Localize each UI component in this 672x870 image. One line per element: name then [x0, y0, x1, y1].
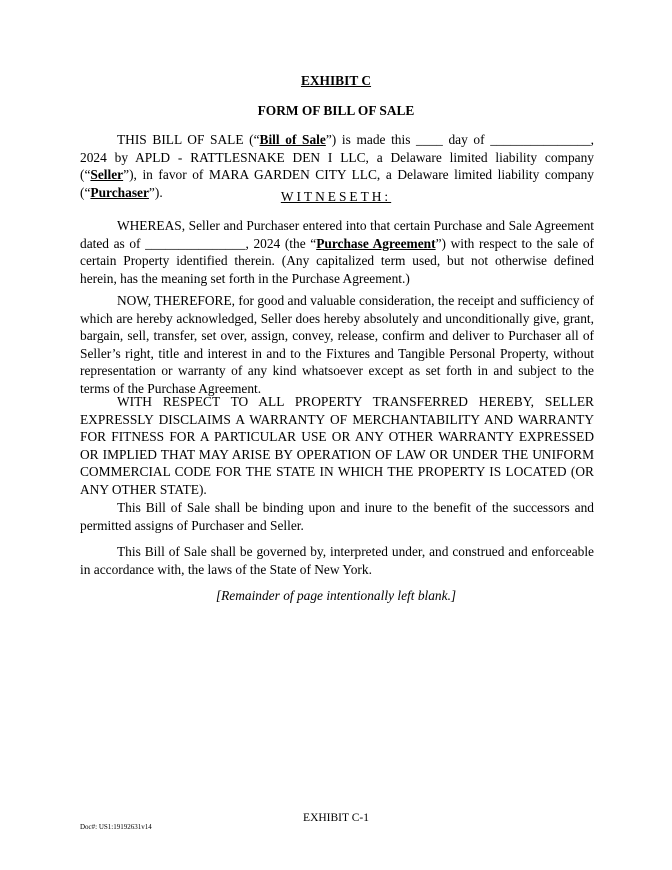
- whereas-paragraph: [80, 217, 594, 287]
- intro-text-2: ”) is made this ____ day of _______________, 2024 by APLD - RATTLESNAKE DEN I LLC, a Delaware limited liability company (“: [80, 132, 594, 183]
- disclaimer-paragraph: WITH RESPECT TO ALL PROPERTY TRANSFERRED HEREBY, SELLER EXPRESSLY DISCLAIMS A WARRANTY OF MERCHANTABILITY AND WARRANTY FOR FITNESS FOR A PARTICULAR USE OR ANY OTHER WARRANTY EXPRESSED OR IMPLIED THAT MAY ARISE BY OPERATION OF LAW OR UNDER THE UNIFORM COMMERCIAL CODE FOR THE STATE IN WHICH THE PROPERTY IS LOCATED (OR ANY OTHER STATE).: [80, 394, 594, 497]
- term-purchase-agreement: Purchase Agreement: [316, 235, 436, 251]
- exhibit-title: EXHIBIT C: [300, 73, 372, 88]
- binding-paragraph: This Bill of Sale shall be binding upon and inure to the benefit of the successors and permitted assigns of Purchaser and Seller.: [80, 500, 594, 533]
- witnesseth-heading: WITNESETH:: [280, 189, 392, 204]
- intro-text-4: ”).: [148, 184, 163, 200]
- document-number: Doc#: US1:19192631v14: [80, 823, 152, 831]
- page-footer: EXHIBIT C-1: [303, 812, 369, 824]
- whereas-text-2: ”) with respect to the sale of certain Property identified therein. (Any capitalized term used, but not otherwise defined herein, has the meaning set forth in the Purchase Agreement.): [80, 235, 595, 286]
- whereas-text-1: WHEREAS, Seller and Purchaser entered into that certain Purchase and Sale Agreement dated as of _______________, 2024 (the “: [80, 218, 594, 251]
- term-bill-of-sale: Bill of Sale: [259, 132, 326, 147]
- intro-text-1: THIS BILL OF SALE (“: [117, 132, 260, 147]
- governing-law-paragraph: This Bill of Sale shall be governed by, interpreted under, and construed and enforceable in accordance with, the laws of the State of New York.: [80, 544, 594, 577]
- remainder-note: [Remainder of page intentionally left blank.]: [215, 588, 457, 603]
- form-title: FORM OF BILL OF SALE: [257, 103, 415, 118]
- intro-text-3: ”), in favor of MARA GARDEN CITY LLC, a Delaware limited liability company (“: [80, 167, 594, 200]
- term-purchaser: Purchaser: [90, 184, 149, 200]
- term-seller: Seller: [90, 167, 124, 183]
- now-therefore-paragraph: NOW, THEREFORE, for good and valuable consideration, the receipt and sufficiency of which are hereby acknowledged, Seller does hereby absolutely and unconditionally give, grant, bargain, sell, transfer, set over, assign, convey, release, confirm and deliver to Purchaser all of Seller’s right, title and interest in and to the Fixtures and Tangible Personal Property, without representation or warranty of any kind whatsoever except as set forth in and subject to the terms of the Purchase Agreement.: [80, 293, 594, 396]
